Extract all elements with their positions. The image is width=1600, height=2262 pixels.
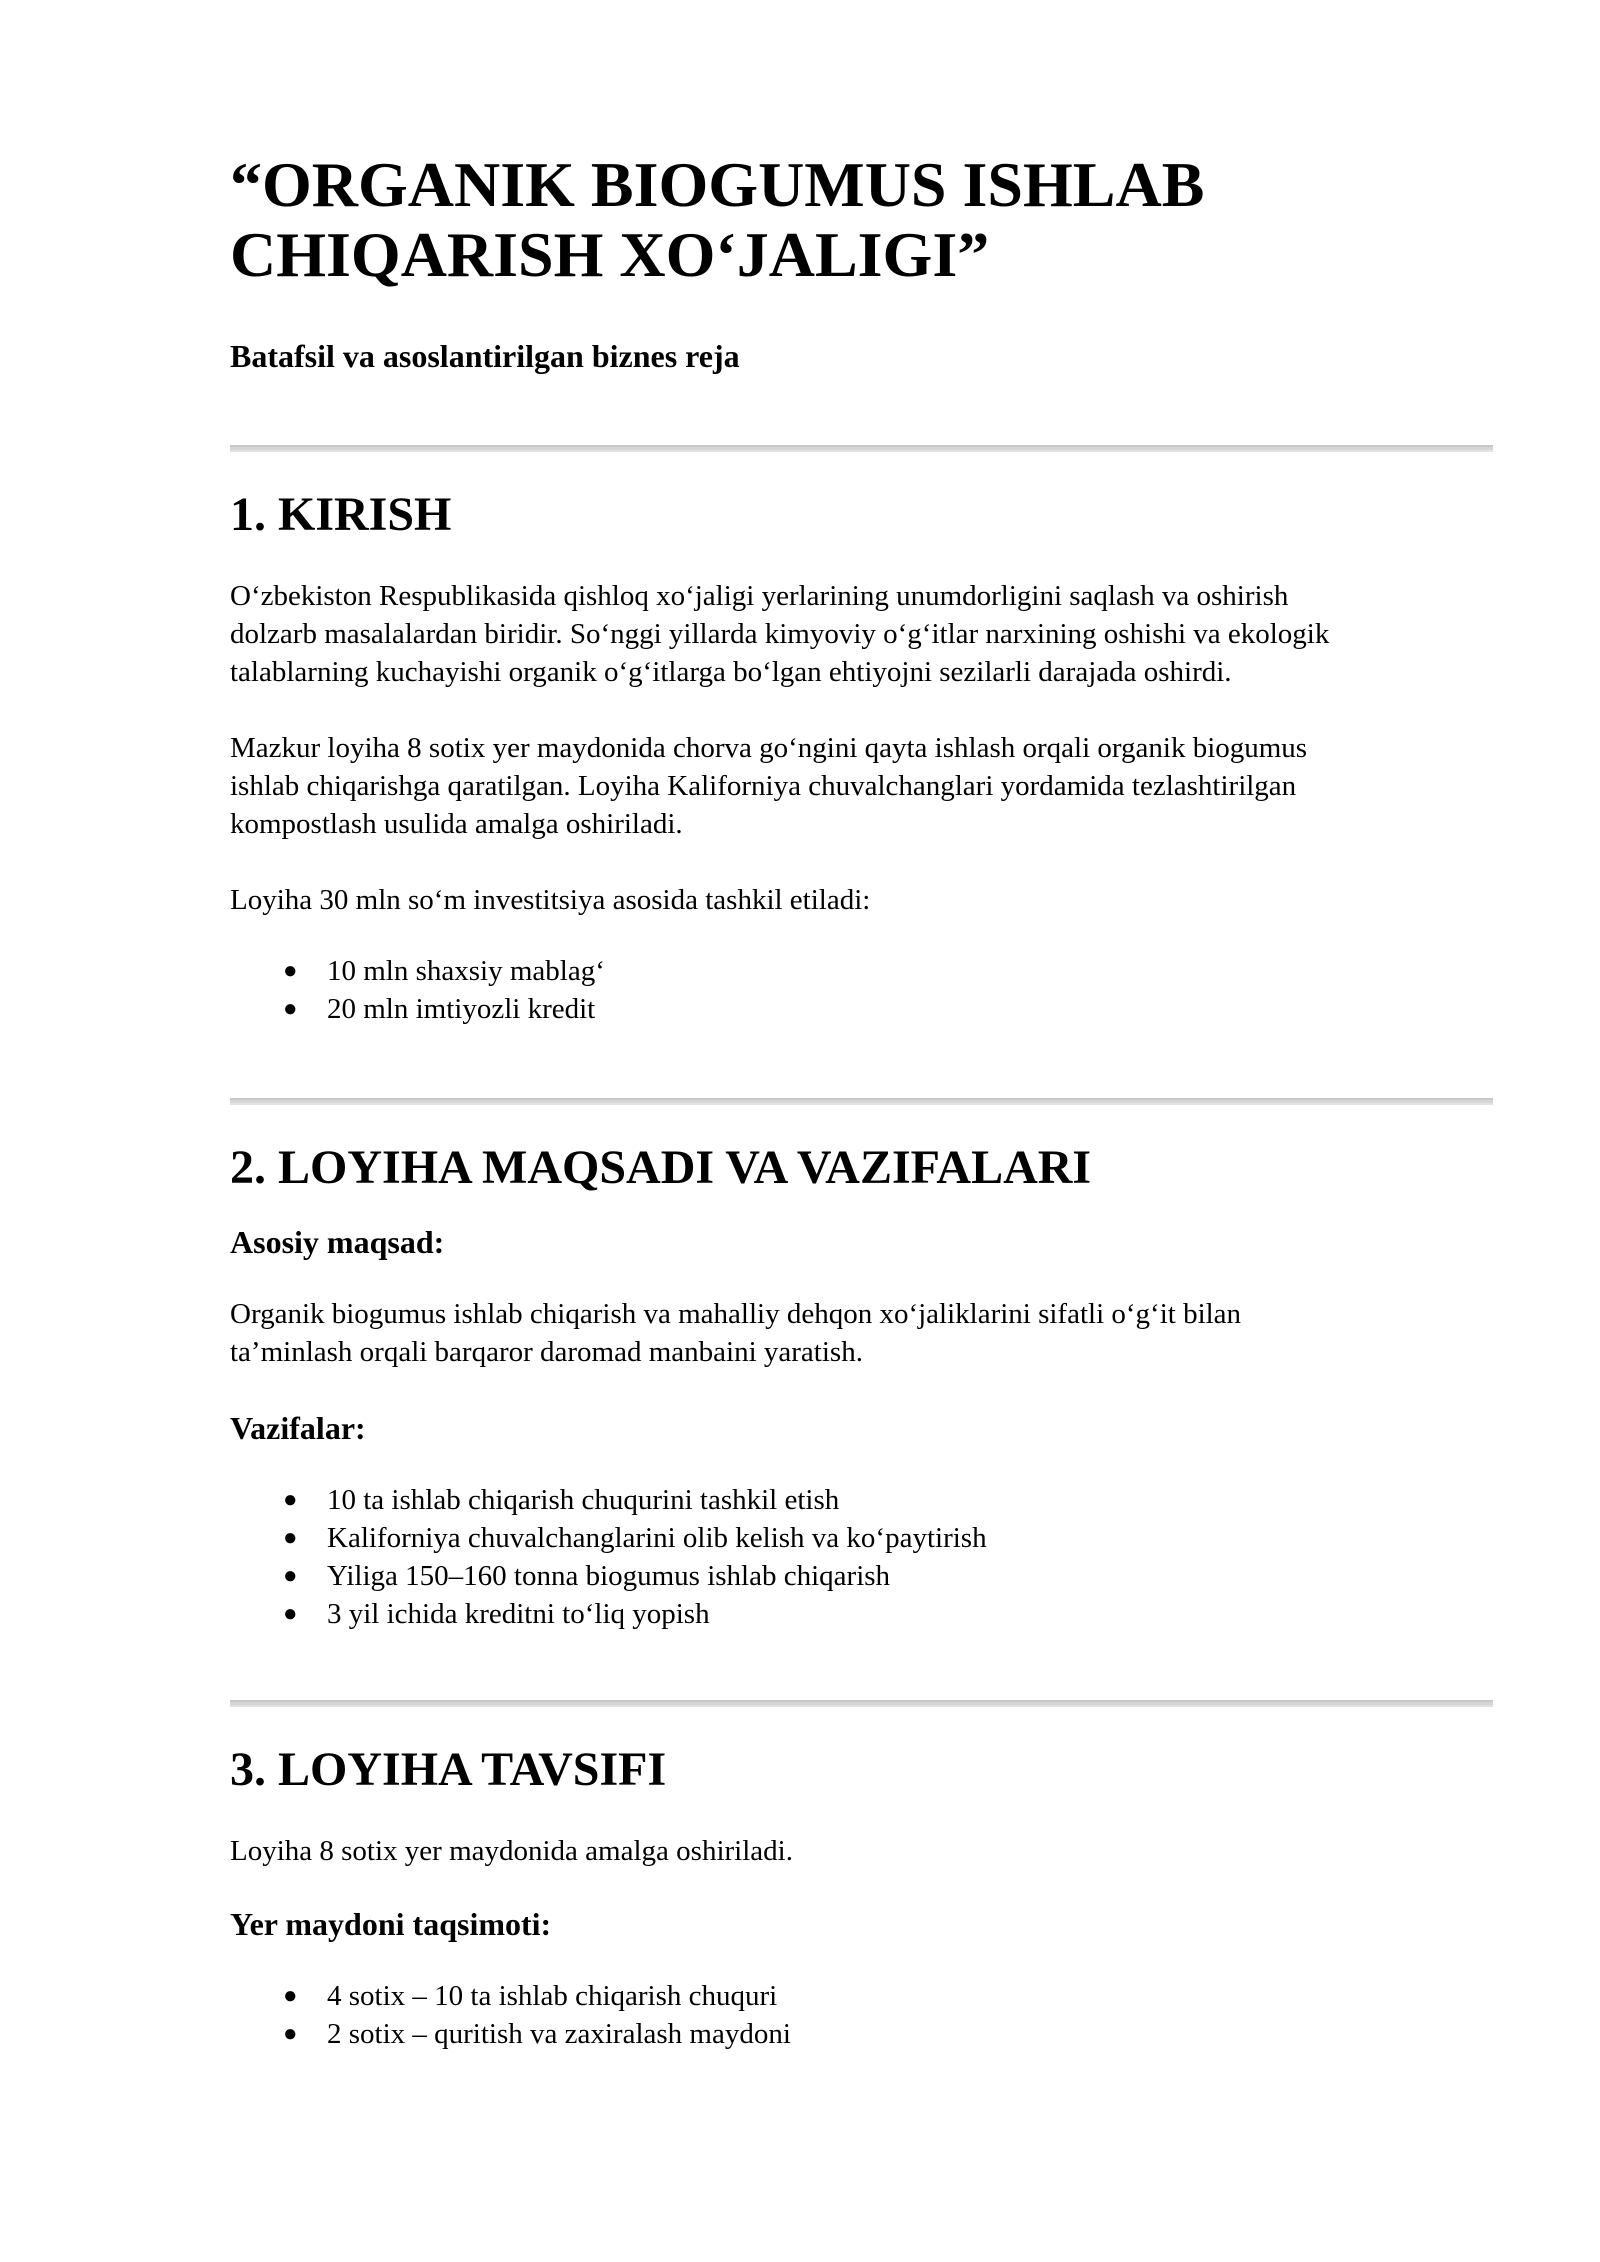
list-item: ● 10 mln shaxsiy mablag‘ [283,955,605,987]
section-heading-maqsad: 2. LOYIHA MAQSADI VA VAZIFALARI [230,1141,1092,1194]
section-heading-tavsif: 3. LOYIHA TAVSIFI [230,1743,667,1796]
kirish-paragraph-2 [230,729,1510,843]
document-title [230,150,1380,290]
text-line: ta’minlash orqali barqaror daromad manbaini yaratish. [230,1336,863,1368]
text-line: kompostlash usulida amalga oshiriladi. [230,808,683,840]
list-item: ● 4 sotix – 10 ta ishlab chiqarish chuquri [283,1980,778,2012]
text-line: ishlab chiqarishga qaratilgan. Loyiha Kaliforniya chuvalchanglari yordamida tezlashtirilgan [230,770,1297,802]
section-heading-kirish: 1. KIRISH [230,488,452,541]
text-line: dolzarb masalalardan biridir. So‘nggi yillarda kimyoviy o‘g‘itlar narxining oshishi va ekologik [230,618,1330,650]
divider [230,445,1493,452]
funding-list [230,952,1500,1028]
list-item: ● 20 mln imtiyozli kredit [283,993,596,1025]
kirish-paragraph-3: Loyiha 30 mln so‘m investitsiya asosida tashkil etiladi: [230,884,871,916]
text-line: talablarning kuchayishi organik o‘g‘itlarga bo‘lgan ehtiyojni sezilarli darajada oshirdi. [230,656,1232,688]
subheading-vazifalar: Vazifalar: [230,1410,366,1446]
text-line: O‘zbekiston Respublikasida qishloq xo‘jaligi yerlarining unumdorligini saqlash va oshirish [230,580,1289,612]
subheading-asosiy-maqsad: Asosiy maqsad: [230,1224,445,1260]
list-item: ● Kaliforniya chuvalchanglarini olib kelish va ko‘paytirish [283,1522,987,1554]
document-subtitle: Batafsil va asoslantirilgan biznes reja [230,338,740,374]
land-allocation-list [230,1977,1500,2053]
title-line-1: “ORGANIK BIOGUMUS ISHLAB [230,149,1205,220]
subheading-yer-maydoni: Yer maydoni taqsimoti: [230,1906,552,1942]
list-item: ● 3 yil ichida kreditni to‘liq yopish [283,1598,710,1630]
tasks-list [230,1481,1500,1633]
divider [230,1098,1493,1105]
text-line: Mazkur loyiha 8 sotix yer maydonida chorva go‘ngini qayta ishlash orqali organik biogumus [230,732,1308,764]
maqsad-paragraph [230,1295,1510,1371]
tavsif-paragraph: Loyiha 8 sotix yer maydonida amalga oshiriladi. [230,1835,793,1867]
list-item: ● 2 sotix – quritish va zaxiralash maydoni [283,2018,791,2050]
list-item: ● Yiliga 150–160 tonna biogumus ishlab chiqarish [283,1560,891,1592]
divider [230,1700,1493,1707]
title-line-2: CHIQARISH XO‘JALIGI” [230,219,990,290]
text-line: Organik biogumus ishlab chiqarish va mahalliy dehqon xo‘jaliklarini sifatli o‘g‘it bilan [230,1298,1242,1330]
kirish-paragraph-1 [230,577,1510,691]
list-item: ● 10 ta ishlab chiqarish chuqurini tashkil etish [283,1484,840,1516]
